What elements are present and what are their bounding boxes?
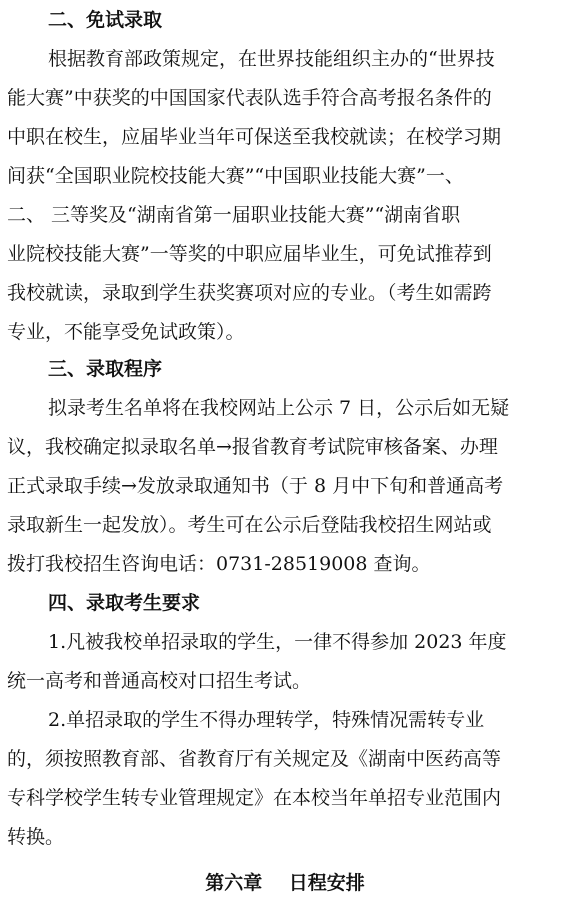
paragraph-line: 的，须按照教育部、省教育厅有关规定及《湖南中医药高等 — [7, 748, 502, 770]
paragraph-line: 中职在校生，应届毕业当年可保送至我校就读；在校学习期 — [7, 126, 502, 148]
paragraph-line: 根据教育部政策规定，在世界技能组织主办的“世界技 — [48, 48, 495, 70]
paragraph-line: 拨打我校招生咨询电话：0731-28519008 查询。 — [7, 553, 431, 575]
paragraph-line: 正式录取手续→发放录取通知书（于 8 月中下旬和普通高考 — [7, 475, 504, 497]
paragraph-line: 议，我校确定拟录取名单→报省教育考试院审核备案、办理 — [7, 436, 498, 458]
paragraph-line: 能大赛”中获奖的中国国家代表队选手符合高考报名条件的 — [7, 87, 492, 109]
section-heading-admission-exempt: 二、免试录取 — [48, 9, 163, 31]
section-heading-admission-procedure: 三、录取程序 — [48, 358, 163, 380]
paragraph-line: 业院校技能大赛”一等奖的中职应届毕业生，可免试推荐到 — [7, 243, 492, 265]
paragraph-line: 我校就读，录取到学生获奖赛项对应的专业。（考生如需跨 — [7, 282, 492, 304]
paragraph-line: 专业，不能享受免试政策）。 — [7, 321, 245, 343]
paragraph-line: 2.单招录取的学生不得办理转学，特殊情况需转专业 — [48, 709, 485, 731]
paragraph-line: 1.凡被我校单招录取的学生，一律不得参加 2023 年度 — [48, 631, 507, 653]
paragraph-line: 拟录考生名单将在我校网站上公示 7 日，公示后如无疑 — [48, 397, 510, 419]
section-heading-admitted-requirements: 四、录取考生要求 — [48, 592, 201, 614]
paragraph-line: 录取新生一起发放）。考生可在公示后登陆我校招生网站或 — [7, 514, 492, 536]
paragraph-line: 专科学校学生转专业管理规定》在本校当年单招专业范围内 — [7, 787, 502, 809]
paragraph-line: 转换。 — [7, 826, 65, 848]
chapter-title: 第六章 日程安排 — [205, 872, 365, 894]
paragraph-line: 统一高考和普通高校对口招生考试。 — [7, 670, 312, 692]
paragraph-line: 间获“全国职业院校技能大赛”“中国职业技能大赛”一、 — [7, 165, 464, 187]
paragraph-line: 二、 三等奖及“湖南省第一届职业技能大赛”“湖南省职 — [7, 204, 461, 226]
